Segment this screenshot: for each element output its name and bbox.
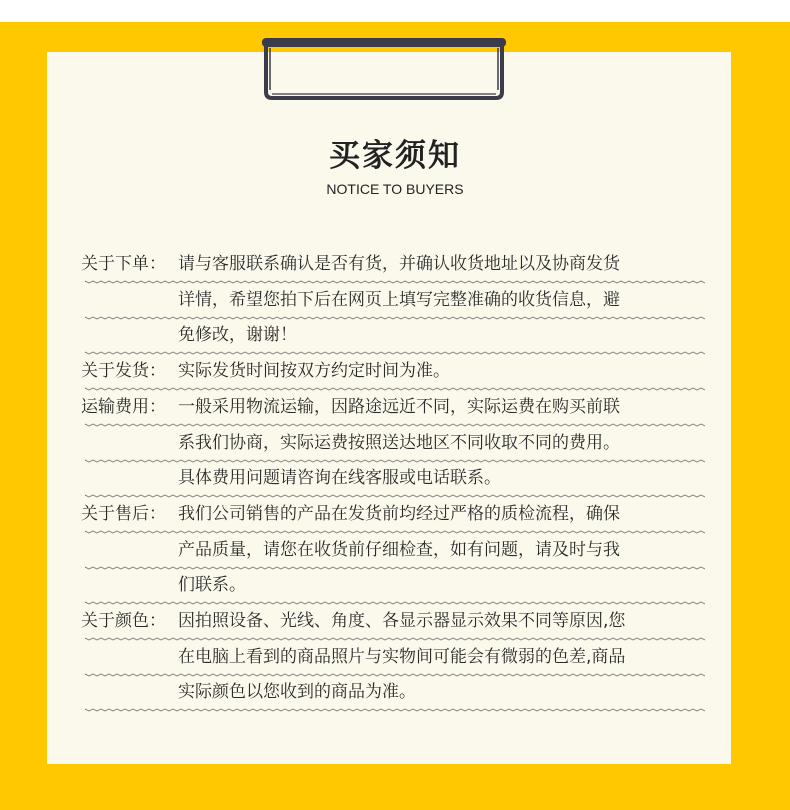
notice-text: 实际发货时间按双方约定时间为准。 — [178, 361, 450, 382]
notice-text: 系我们协商，实际运费按照送达地区不同收取不同的费用。 — [178, 432, 620, 453]
notice-text: 在电脑上看到的商品照片与实物间可能会有微弱的色差,商品 — [178, 646, 626, 667]
page-subtitle: NOTICE TO BUYERS — [326, 181, 464, 197]
notice-label: 关于下单： — [81, 254, 166, 274]
notice-line — [178, 674, 416, 710]
notice-text: 我们公司销售的产品在发货前均经过严格的质检流程，确保 — [178, 503, 620, 524]
notice-line — [178, 567, 246, 603]
notice-line — [81, 353, 450, 389]
clipboard-clip-icon — [258, 30, 510, 104]
notice-line — [178, 460, 501, 496]
notice-label: 关于颜色： — [81, 611, 166, 631]
notice-label: 运输费用： — [81, 396, 166, 417]
notice-text: 免修改，谢谢！ — [178, 325, 297, 346]
notice-line — [81, 603, 625, 639]
notice-text: 具体费用问题请咨询在线客服或电话联系。 — [178, 468, 501, 489]
notice-label: 关于发货： — [81, 361, 166, 382]
notice-text: 详情，希望您拍下后在网页上填写完整准确的收货信息，避 — [178, 289, 620, 310]
notice-line — [81, 389, 620, 425]
notice-line — [178, 639, 625, 675]
page-title: 买家须知 — [329, 138, 461, 174]
notice-text: 因拍照设备、光线、角度、各显示器显示效果不同等原因,您 — [178, 611, 626, 631]
notice-text: 们联系。 — [178, 575, 246, 596]
notice-line — [178, 532, 620, 568]
notice-line — [178, 282, 620, 318]
dotted-rule — [85, 708, 705, 712]
notice-line — [81, 246, 620, 282]
notice-text: 请与客服联系确认是否有货，并确认收货地址以及协商发货 — [178, 254, 620, 274]
notice-text: 实际颜色以您收到的商品为准。 — [178, 682, 416, 703]
notice-text: 一般采用物流运输，因路途远近不同，实际运费在购买前联 — [178, 396, 620, 417]
notice-text: 产品质量，请您在收货前仔细检查，如有问题，请及时与我 — [178, 539, 620, 560]
notice-label: 关于售后： — [81, 503, 166, 524]
notice-line — [81, 496, 620, 532]
notice-line — [178, 425, 620, 461]
notice-line — [178, 317, 297, 353]
